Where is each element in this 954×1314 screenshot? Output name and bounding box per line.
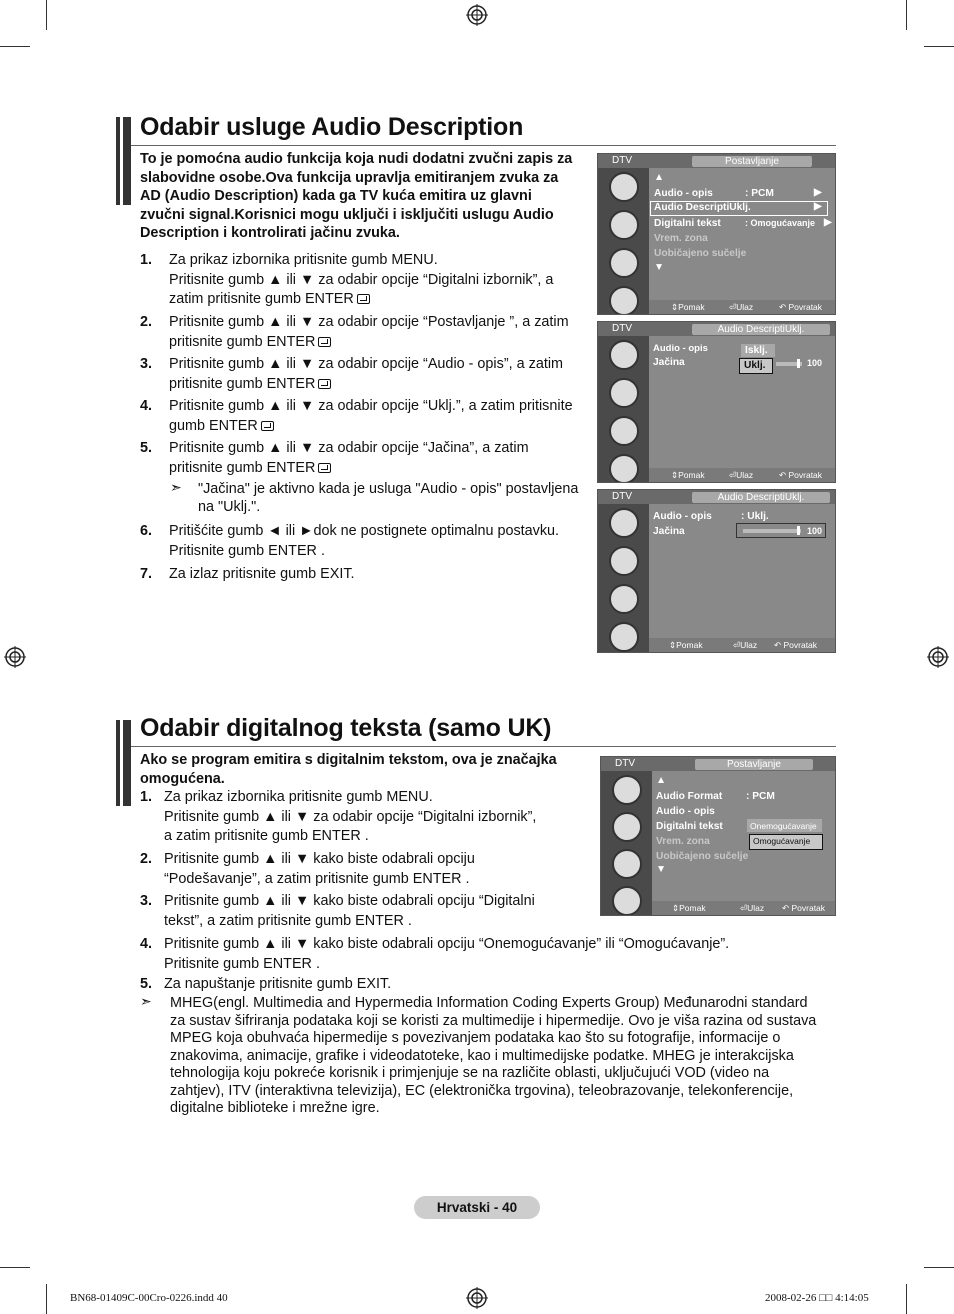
step-item [140, 355, 590, 395]
note-line: tehnologija koju pokreće korisnik i primjenjuje se na različite oblasti, uključujući VOD (video na [170, 1065, 770, 1081]
osd-dtv-label: DTV [612, 491, 632, 502]
crop-mark [924, 1267, 954, 1268]
step-text [164, 788, 536, 847]
osd-footer-return: ↶ Povratak [782, 903, 826, 913]
picture-icon [609, 340, 639, 370]
osd-footer-move-label: Pomak [678, 470, 705, 480]
step-line [169, 375, 563, 395]
note-lines [170, 995, 816, 1118]
crop-mark [46, 0, 47, 30]
osd-dtv-label: DTV [612, 323, 632, 334]
osd-menu-setup [597, 153, 836, 315]
registration-mark-icon [927, 646, 949, 668]
osd-right-arrow-icon: ▶ [824, 217, 832, 228]
osd-option-off[interactable]: Isklj. [745, 345, 768, 356]
step-text [169, 355, 563, 394]
registration-mark-icon [466, 4, 488, 26]
osd-footer-move: ⇕Pomak [671, 470, 705, 480]
step-line: Pritisnite gumb ENTER . [169, 542, 325, 559]
note-line: "Jačina" je aktivno kada je usluga "Audio - opis" postavljena [198, 481, 579, 497]
input-icon [609, 286, 639, 315]
osd-footer [649, 300, 835, 314]
step-line: Za prikaz izbornika pritisnite gumb MENU. [164, 789, 433, 805]
osd-down-arrow-icon: ▼ [654, 262, 665, 273]
crop-mark [906, 0, 907, 30]
step-text [164, 892, 535, 931]
step-number: 3. [140, 893, 153, 909]
step-text [169, 397, 573, 436]
note-line: MHEG(engl. Multimedia and Hypermedia Information Coding Experts Group) Međunarodni standard [170, 995, 808, 1011]
section-bar [123, 117, 131, 205]
step-item [140, 439, 590, 479]
step-line-text: pritisnite gumb ENTER [169, 375, 316, 392]
osd-row-time-zone[interactable]: Vrem. zona [656, 836, 710, 847]
osd-sidebar [598, 168, 649, 314]
step-text [169, 522, 559, 561]
input-icon [612, 886, 642, 916]
step-text: Za izlaz pritisnite gumb EXIT. [169, 566, 355, 582]
osd-footer-move-label: Pomak [676, 640, 703, 650]
step-line: Pritisnite gumb ▲ ili ▼ kako biste odabrali opciju “Digitalni [164, 893, 535, 909]
osd-row-audio-opis[interactable]: Audio - opis [654, 188, 713, 199]
osd-row-value: : Omogućavanje [745, 218, 816, 228]
osd-volume-slider[interactable] [797, 526, 800, 535]
intro-text: To je pomoćna audio funkcija koja nudi dodatni zvučni zapis za slabovidne osobe.Ova funkcija upravlja emitiranjem zvuka za AD (Audio Description) kada ga TV kuća emitira uz glavni zvučni signal.Korisnici mogu uključi i isključiti uslugu Audio Description i kontrolirati jačinu zvuka. [140, 151, 573, 241]
osd-down-arrow-icon: ▼ [656, 864, 667, 875]
osd-footer-enter: ⏎Ulaz [729, 302, 754, 312]
registration-mark-icon [4, 646, 26, 668]
section-bar [116, 117, 120, 205]
enter-icon [357, 294, 370, 304]
section-bar [116, 720, 120, 806]
osd-row-value: : PCM [745, 188, 774, 199]
step-item [140, 522, 590, 562]
input-icon [609, 454, 639, 483]
step-number: 2. [140, 314, 153, 330]
osd-title: Postavljanje [692, 156, 812, 167]
step-number: 6. [140, 523, 153, 539]
osd-volume-track [743, 529, 801, 533]
osd-row-time-zone[interactable]: Vrem. zona [654, 233, 708, 244]
step-item [140, 935, 840, 975]
osd-footer-enter-label: Ulaz [736, 302, 754, 312]
setup-gear-icon [609, 584, 639, 614]
step-line: Pritisnite gumb ▲ ili ▼ kako biste odabrali opciju “Onemogućavanje” ili “Omogućavanje”. [164, 936, 730, 952]
note-line: na "Uklj.". [198, 498, 261, 515]
step-line-text: pritisnite gumb ENTER [169, 459, 316, 476]
osd-footer-enter-label: Ulaz [740, 640, 758, 650]
note-line: za sustav šifriranja podataka koji se koristi za multimedije i hipermedije. Ovo je viša razina od sustava [170, 1012, 817, 1029]
step-line [169, 290, 553, 310]
step-number: 5. [140, 440, 153, 456]
step-number: 1. [140, 252, 153, 268]
step-line [169, 333, 569, 353]
osd-footer-move-label: Pomak [679, 903, 706, 913]
step-line: “Podešavanje”, a zatim pritisnite gumb ENTER . [164, 870, 470, 887]
picture-icon [612, 775, 642, 805]
step-item [140, 892, 590, 932]
osd-row-digital-text[interactable]: Digitalni tekst [654, 218, 721, 229]
step-line-text: gumb ENTER [169, 417, 258, 434]
osd-row-audio-format[interactable]: Audio Format [656, 791, 723, 802]
step-item [140, 251, 590, 311]
osd-footer-enter-label: Ulaz [736, 470, 754, 480]
intro-line: omogućena. [140, 770, 225, 787]
step-line: Pritišćite gumb ◄ ili ►dok ne postignete optimalnu postavku. [169, 523, 560, 539]
step-line: Pritisnite gumb ▲ ili ▼ za odabir opcije “Jačina”, a zatim [169, 440, 529, 456]
section-title: Odabir digitalnog teksta (samo UK) [140, 714, 552, 742]
title-underline [131, 145, 836, 146]
osd-menu-audio-volume [597, 489, 836, 653]
step-text [169, 313, 569, 352]
osd-title: Audio DescriptiUklj. [692, 492, 830, 503]
osd-row-audio-opis[interactable]: Audio - opis [653, 343, 708, 354]
step-number: 1. [140, 789, 153, 805]
osd-row-common-interface[interactable]: Uobičajeno sučelje [656, 851, 749, 862]
osd-volume-slider[interactable] [797, 359, 800, 368]
osd-title: Postavljanje [695, 759, 813, 770]
step-number: 4. [140, 936, 153, 952]
osd-row-common-interface[interactable]: Uobičajeno sučelje [654, 248, 747, 259]
picture-icon [609, 172, 639, 202]
step-number: 4. [140, 398, 153, 414]
osd-title: Audio DescriptiUklj. [692, 324, 830, 335]
osd-menu-audio-description [597, 321, 836, 483]
step-item [140, 850, 590, 890]
step-line: Pritisnite gumb ▲ ili ▼ za odabir opcije “Digitalni izbornik”, a [169, 271, 554, 288]
step-text: Za napuštanje pritisnite gumb EXIT. [164, 976, 392, 992]
step-line: Pritisnite gumb ▲ ili ▼ za odabir opcije “Digitalni izbornik”, [164, 808, 537, 825]
osd-footer-move: ⇕Pomak [671, 302, 705, 312]
enter-icon [318, 379, 331, 389]
step-text [169, 251, 553, 310]
osd-footer-enter: ⏎Ulaz [740, 903, 765, 913]
osd-footer-enter: ⏎Ulaz [733, 640, 758, 650]
osd-option-enable[interactable]: Omogućavanje [753, 836, 811, 846]
osd-row-volume[interactable]: Jačina [653, 526, 685, 537]
osd-footer-return-label: Povratak [788, 302, 823, 312]
input-icon [609, 622, 639, 652]
step-line: Pritisnite gumb ▲ ili ▼ za odabir opcije “Uklj.”, a zatim pritisnite [169, 398, 573, 414]
step-line: a zatim pritisnite gumb ENTER . [164, 828, 369, 844]
note-line: znakovima, animacije, grafike i videodatoteke, kao i multimedijske podatke. MHEG je interakcijska [170, 1047, 794, 1064]
picture-icon [609, 508, 639, 538]
osd-right-arrow-icon: ▶ [814, 187, 822, 198]
osd-up-arrow-icon: ▲ [654, 172, 665, 183]
step-line-text: zatim pritisnite gumb ENTER [169, 291, 354, 307]
crop-mark [0, 1267, 30, 1268]
step-text [164, 850, 475, 889]
page-number-badge: Hrvatski - 40 [414, 1196, 540, 1219]
sound-icon [609, 546, 639, 576]
osd-footer-move: ⇕Pomak [669, 640, 703, 650]
footer-file-name: BN68-01409C-00Cro-0226.indd 40 [70, 1292, 228, 1304]
crop-mark [46, 1284, 47, 1314]
osd-volume-value: 100 [807, 358, 823, 368]
osd-footer-enter-label: Ulaz [747, 903, 765, 913]
step-item [140, 313, 590, 353]
step-number: 5. [140, 976, 153, 992]
osd-footer-move-label: Pomak [678, 302, 705, 312]
step-item [140, 975, 590, 995]
enter-icon [318, 337, 331, 347]
step-line: tekst”, a zatim pritisnite gumb ENTER . [164, 912, 412, 929]
osd-dtv-label: DTV [612, 155, 632, 166]
osd-footer-enter: ⏎Ulaz [729, 470, 754, 480]
step-line [169, 459, 529, 479]
osd-footer [649, 638, 835, 652]
step-text [164, 935, 729, 974]
step-number: 7. [140, 566, 153, 582]
osd-option-on[interactable]: Uklj. [744, 360, 766, 371]
osd-sidebar [598, 336, 649, 482]
osd-row-volume[interactable]: Jačina [653, 357, 685, 368]
note-line: digitalne biblioteke i mrežne igre. [170, 1100, 380, 1116]
step-text [169, 439, 529, 478]
osd-footer-return: ↶ Povratak [779, 302, 823, 312]
step-number: 3. [140, 356, 153, 372]
sound-icon [612, 812, 642, 842]
osd-row-audio-opis[interactable]: Audio - opis [656, 806, 715, 817]
note-arrow-icon: ➣ [170, 479, 182, 495]
note-line: zahtjev), ITV (interaktivna televizija), EC (elektronička trgovina), teleobrazovanje, telekonferencije, [170, 1082, 794, 1099]
registration-mark-icon [466, 1287, 488, 1309]
osd-row-audio-opis[interactable]: Audio - opis [653, 511, 712, 522]
osd-dtv-label: DTV [615, 758, 635, 769]
step-line-text: pritisnite gumb ENTER [169, 333, 316, 350]
step-line: Pritisnite gumb ▲ ili ▼ za odabir opcije “Audio - opis”, a zatim [169, 356, 563, 372]
note-lines [198, 481, 578, 516]
osd-row-value: : PCM [746, 791, 775, 802]
note-arrow-icon: ➣ [140, 993, 152, 1009]
title-underline [131, 746, 836, 747]
step-item [140, 397, 590, 437]
step-line [169, 417, 573, 437]
section-title: Odabir usluge Audio Description [140, 113, 524, 141]
osd-footer [649, 468, 835, 482]
setup-gear-icon [612, 849, 642, 879]
osd-footer-return-label: Povratak [791, 903, 826, 913]
section-bar [123, 720, 131, 806]
osd-volume-value: 100 [807, 526, 823, 536]
crop-mark [924, 46, 954, 47]
osd-sidebar [598, 504, 649, 652]
crop-mark [906, 1284, 907, 1314]
step-line: Pritisnite gumb ENTER . [164, 955, 320, 972]
crop-mark [0, 46, 30, 47]
note-line: MPEG koja obuhvaća hipermedije s povezivanjem podataka kao što su fotografije, informacije o [170, 1030, 781, 1046]
intro-line: Ako se program emitira s digitalnim tekstom, ova je značajka [140, 752, 557, 768]
step-item [140, 788, 590, 848]
footer-timestamp: 2008-02-26 □□ 4:14:05 [765, 1292, 869, 1304]
step-line: Pritisnite gumb ▲ ili ▼ kako biste odabrali opciju [164, 851, 475, 867]
osd-footer-return: ↶ Povratak [779, 470, 823, 480]
step-number: 2. [140, 851, 153, 867]
sound-icon [609, 210, 639, 240]
osd-menu-setup-digital-text [600, 756, 836, 916]
osd-up-arrow-icon: ▲ [656, 775, 667, 786]
osd-row-digital-text[interactable]: Digitalni tekst [656, 821, 723, 832]
setup-gear-icon [609, 248, 639, 278]
osd-option-disable[interactable]: Onemogućavanje [750, 821, 817, 831]
osd-footer-return-label: Povratak [783, 640, 818, 650]
osd-sidebar [601, 771, 652, 915]
osd-row-value: : Uklj. [741, 511, 769, 522]
step-line: Za prikaz izbornika pritisnite gumb MENU. [169, 252, 438, 268]
step-line: Pritisnite gumb ▲ ili ▼ za odabir opcije “Postavljanje ”, a zatim [169, 314, 569, 330]
osd-row-audio-description[interactable]: Audio DescriptiUklj. [654, 202, 751, 213]
osd-right-arrow-icon: ▶ [814, 201, 822, 212]
intro-text [140, 751, 600, 788]
osd-footer [652, 901, 835, 915]
osd-footer-move: ⇕Pomak [672, 903, 706, 913]
step-item [140, 565, 590, 585]
enter-icon [261, 421, 274, 431]
osd-footer-return-label: Povratak [788, 470, 823, 480]
setup-gear-icon [609, 416, 639, 446]
enter-icon [318, 463, 331, 473]
osd-footer-return: ↶ Povratak [774, 640, 818, 650]
sound-icon [609, 378, 639, 408]
